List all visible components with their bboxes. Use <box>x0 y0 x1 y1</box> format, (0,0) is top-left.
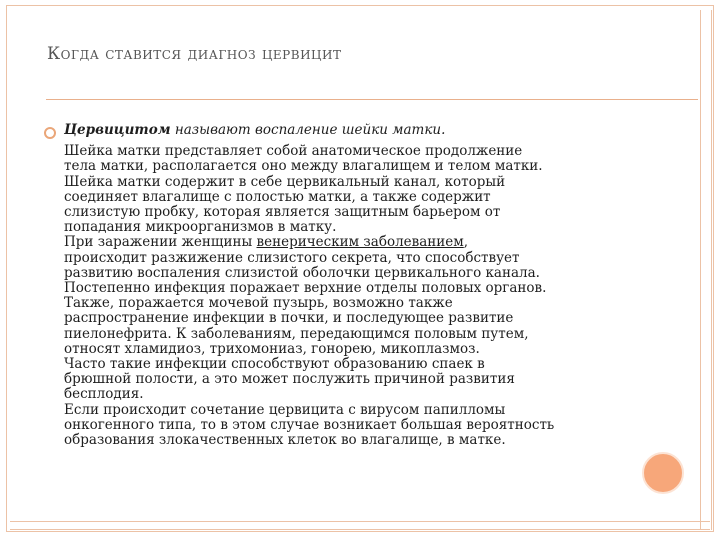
venereal-disease-link[interactable]: венерическим заболеванием <box>256 234 464 251</box>
infection-line <box>64 235 630 250</box>
text-line: происходит разжижение слизистого секрета, что способствует <box>64 249 520 266</box>
body-text <box>64 123 630 448</box>
text-line: онкогенного типа, то в этом случае возникает большая вероятность <box>64 416 555 433</box>
infection-before: При заражении женщины <box>64 234 257 251</box>
text-line: образования злокачественных клеток во влагалище, в матке. <box>64 432 506 449</box>
text-line: Постепенно инфекция поражает верхние отделы половых органов. <box>64 280 547 297</box>
text-line: соединяет влагалище с полостью матки, а также содержит <box>64 188 491 205</box>
text-line: слизистую пробку, которая является защитным барьером от <box>64 204 501 221</box>
frame-right-bar <box>700 10 712 530</box>
text-line: брюшной полости, а это может послужить причиной развития <box>64 371 515 388</box>
orange-circle-decoration <box>642 452 684 494</box>
text-line: развитию воспаления слизистой оболочки цервикального канала. <box>64 264 540 281</box>
text-line: Шейка матки представляет собой анатомическое продолжение <box>64 143 523 160</box>
title-underline <box>46 99 698 100</box>
text-line: распространение инфекции в почки, и последующее развитие <box>64 310 514 327</box>
text-line: тела матки, располагается оно между влагалищем и телом матки. <box>64 158 543 175</box>
text-line: Если происходит сочетание цервицита с вирусом папилломы <box>64 401 506 418</box>
text-line: относят хламидиоз, трихомониаз, гонорею, микоплазмоз. <box>64 340 480 357</box>
intro-definition: называют воспаление шейки матки. <box>170 122 446 138</box>
infection-after: , <box>463 234 469 251</box>
bullet-icon <box>44 127 56 139</box>
frame-bottom-bar <box>10 521 710 530</box>
text-line: Также, поражается мочевой пузырь, возможно также <box>64 295 453 312</box>
text-line: Шейка матки содержит в себе цервикальный канал, который <box>64 173 506 190</box>
intro-term: Цервицитом <box>64 122 171 138</box>
text-line: Часто такие инфекции способствуют образованию спаек в <box>64 356 485 373</box>
text-line: бесплодия. <box>64 386 144 403</box>
slide-title: Когда ставится диагноз цервицит <box>47 44 342 64</box>
intro-line <box>64 123 630 138</box>
text-line: попадания микроорганизмов в матку. <box>64 219 337 236</box>
text-line: пиелонефрита. К заболеваниям, передающимся половым путем, <box>64 325 529 342</box>
